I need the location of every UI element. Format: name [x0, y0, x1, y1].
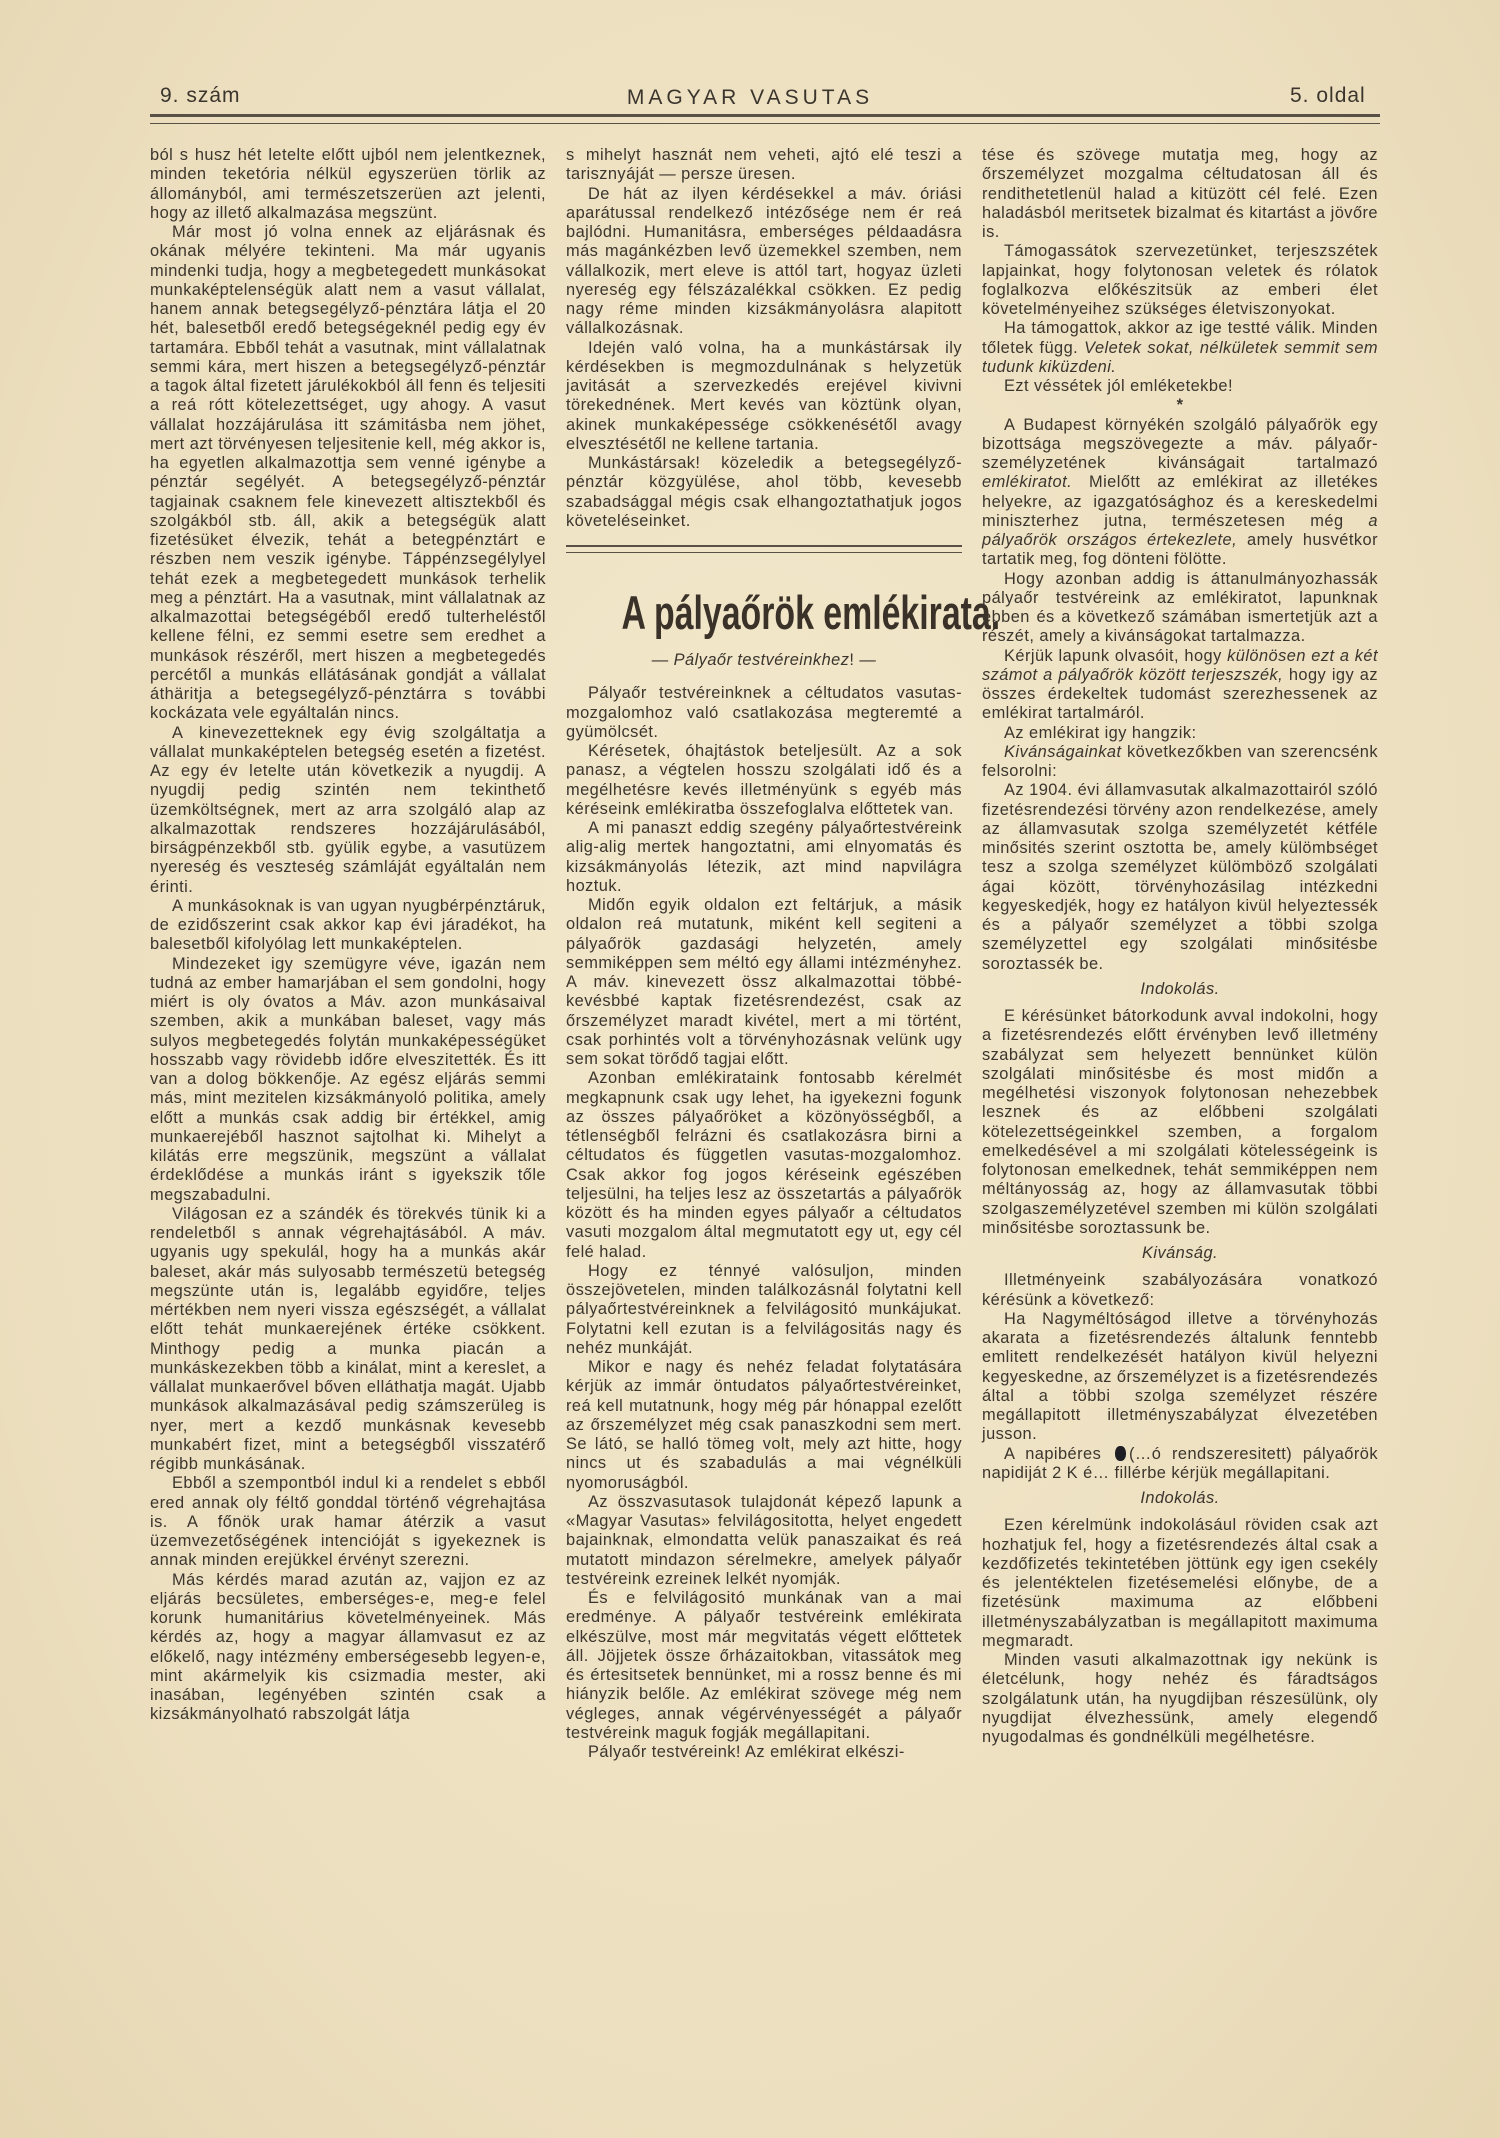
text: És e felvilágositó munkának van a mai eredménye. A pályaőr testvéreink emlékirata elkészülve, most már megvitatás végett előttetek áll. Jöjjetek össze őrházaitokban, vitassátok meg és értesitsetek bennünket, mi a rossz benne és mi hiányzik belőle. Az emlékirat szövege még nem végleges, annak végérvényességét a pályaőr testvéreink maguk fogják megállapitani. [566, 1589, 962, 1742]
text: E kérésünket bátorkodunk avval indokolni, hogy a fizetésrendezés előtt érvényben levő illetmény szabályzat sem helyezett bennünket külön szolgálati minősitésbe és most midőn a megélhetési viszonyok folytonosan nehezebbek lesznek és az előbbeni szolgálati kötelezettségeinkkel szemben, a forgalom emelkedésével a mi szolgálati kötelességeink is folytonosan emelkednek, tehát semmiképpen nem méltányosság az, hogy az államvasutak többi szolgaszemélyzetével szemben mi külön szolgálati minősitésbe soroztassunk be. [982, 1007, 1378, 1237]
paragraph [982, 416, 1378, 570]
paragraph [982, 1516, 1378, 1651]
section-asterisk [982, 396, 1378, 415]
paragraph [566, 454, 962, 531]
text: Mindezeket igy szemügyre véve, igazán nem tudná az ember hamarjában el sem gondolni, hogy miért is oly óvatos a Máv. azon munkásaival szemben, akik a munkában baleset, vagy más sulyos megbetegedés folytán munkaképességüket hosszabb vagy rövidebb időre elveszitették. És itt van a dolog bökkenője. Az egész eljárás semmi más, mint mezitelen kizsákmányoló politika, amely előtt a munkás csak addig bir értékkel, amig munkaerejéből hasznot sajtolhat ki. Mihelyt a kilátás erre megszünik, megszünt a vállalat érdeklődése a munkás iránt s igyekszik tőle megszabadulni. [150, 954, 546, 1204]
text: Ezt véssétek jól emléketekbe! [1004, 377, 1233, 395]
paragraph [982, 319, 1378, 377]
text: Azonban emlékirataink fontosabb kérelmét megkapnunk csak ugy lehet, ha igyekezni fogunk az összes pályaőröket a közönyösségből, a tétlenségből felrázni és csatlakozásra birni a céltudatos és független vasutas-mozgalomhoz. Csak akkor fog jogos kéréseink egészében teljesülni, ha teljes lesz az összetartás a pályaőrök között és ha minden egyes pályaőr a céltudatos vasuti mozgalom által megmutatott egy ut, egy cél felé halad. [566, 1069, 962, 1261]
italic-text: emlékiratot. [982, 473, 1073, 492]
paragraph [982, 1445, 1378, 1484]
section-heading [982, 980, 1378, 999]
column-1 [150, 146, 546, 1725]
article-title [621, 586, 1001, 639]
text: hogy igy az összes érdekeltek tudomást szerezhessenek az emlékirat tartalmáról. [982, 665, 1378, 723]
text: Más kérdés marad azután az, vajjon ez az eljárás becsületes, emberséges-e, meg-e felel korunk humanitárius követelményeinek. Más kérdés az, hogy a magyar államvasut ez az előkelő, nagy intézmény emberségesebb legyen-e, mint akármelyik kis csizmadia mester, aki inasában, legényében szintén csak a kizsákmányolható rabszolgát látja [150, 1570, 546, 1724]
paragraph [982, 570, 1378, 647]
paragraph [982, 781, 1378, 974]
text: Ezen kérelmünk indokolásául röviden csak azt hozhatjuk fel, hogy a fizetésrendezés által csak a kezdőfizetés tekintetében jöttünk egy igen csekély és jelentéktelen fizetésemelési előnybe, de a fizetésünk maximuma az előbbeni illetményszabályzatban is megállapitott maximuma megmaradt. [982, 1516, 1378, 1650]
section-divider [566, 545, 962, 553]
paragraph [566, 1743, 962, 1762]
paragraph [150, 1571, 546, 1725]
text: ! — [849, 651, 877, 669]
paragraph [566, 339, 962, 455]
ink-blot [1115, 1446, 1126, 1461]
column-2 [566, 146, 1001, 1762]
paragraph [982, 724, 1378, 743]
text: Pályaőr testvéreinknek a céltudatos vasutas-mozgalomhoz való csatlakozása megteremté a gyümölcsét. [566, 684, 962, 741]
header-rule [150, 114, 1380, 124]
continued-paragraph [982, 146, 1378, 242]
text: A munkásoknak is van ugyan nyugbérpénztáruk, de ezidőszerint csak akkor kap évi járadékot, ha balesetből kifolyólag lett munkaképtelen. [150, 896, 546, 954]
text: Midőn egyik oldalon ezt feltárjuk, a másik oldalon reá mutatunk, miként kell segiteni a pályaőrök gazdasági helyzetén, amely semmiképpen sem méltó egy állami intézményhez. A máv. kinevezett össz alkalmazottai többé-kevésbbé kaptak fizetésrendezést, csak az őrszemélyzet maradt kivétel, mert a mi történt, csak porhintés volt a törvényhozásnak velünk ugy sem sokat törődő tagjai előtt. [566, 896, 962, 1068]
text: A kinevezetteknek egy évig szolgáltatja a vállalat munkaképtelen betegség esetén a fizetést. Az egy év letelte után következik a nyugdij. A nyugdij pedig szintén nem tekinthető üzemköltségnek, mert az arra szolgáló alap az alkalmazottak rendszeres hozzájárulásából, birságpénzekből stb. gyülik egybe, a vasutüzem nyereség és veszteség számláját egyáltalán nem érinti. [150, 723, 546, 896]
text: amely husvétkor tartatik meg, fog dönteni fölötte. [982, 531, 1378, 569]
text: Kivánság. [1141, 1244, 1219, 1262]
text: Kérésetek, óhajtástok beteljesült. Az a sok panasz, a végtelen hosszu szolgálati idő és a megélhetésre kevés illetményünk s egyéb más kéréseink emlékiratba összefoglalva előttetek van. [566, 742, 962, 818]
paragraph [566, 1493, 962, 1589]
paragraph [566, 742, 962, 819]
text: De hát az ilyen kérdésekkel a máv. óriási aparátussal rendelkező intézősége nem ér reá bajlódni. Humanitásra, emberséges példaadásra más magánkézben levő üzemekkel szemben, nem vállalkozik, mert eleve is attól tart, hogyaz üzleti nyereség egy félszázalékkal csökken. Ez pedig nagy réme minden kizsákmányolásra alapitott vállalkozásnak. [566, 184, 962, 338]
text: Világosan ez a szándék és törekvés tünik ki a rendeletből s annak végrehajtásából. A máv. ugyanis ugy spekulál, hogy ha a munkás akár baleset, akár más sulyosabb természetü betegség megszünte után is, legalább egyidőre, teljes mértékben nem nyeri vissza egészségét, a vállalat előtt tehát munkaerejének értéke csökkent. Minthogy pedig a munka piacán a munkáskezekben több a kinálat, mint a kereslet, a vállalat munkaerővel bőven elláthatja magát. Ujabb munkások alkalmazásával pedig számszerüleg is nyer, mert a kezdő munkásnak kevesebb munkabért fizet, mint a betegségből visszatérő régibb munkásának. [150, 1204, 546, 1473]
paragraph [982, 1310, 1378, 1445]
text: A napibéres (…ó rendszeresitett) pályaőrök napidiját 2 K é… fillérbe kérjük megállapitani. [982, 1444, 1378, 1482]
paragraph [566, 684, 962, 742]
text: Idején való volna, ha a munkástársak ily kérdésekben is megmozdulnának s helyzetük javitását a szervezkedés erejével kivivni törekednének. Mert kevés van köztünk olyan, akinek munkaképessége csökkenésétől avagy elvesztésétől ne kellene tartania. [566, 338, 962, 453]
paragraph [566, 1589, 962, 1743]
text: Mielőtt az emlékirat az illetékes helyekre, az igazgatósághoz és a kereskedelmi miniszterhez jutna, természetesen még [982, 473, 1378, 530]
masthead: MAGYAR VASUTAS [626, 86, 874, 109]
text: Ha támogattok, akkor az ige testté válik. Minden tőletek függ. [982, 319, 1378, 357]
text: Illetményeink szabályozására vonatkozó kérésünk a következő: [982, 1271, 1378, 1309]
paragraph [566, 185, 962, 339]
article-subtitle [566, 651, 962, 670]
text: Indokolás. [1140, 979, 1220, 998]
text: A mi panaszt eddig szegény pályaőrtestvéreink alig-alig mertek hangoztatni, ami elnyomatás és kizsákmányolás létezik, azt mind napvilágra hoztuk. [566, 819, 962, 895]
text: Ha Nagyméltóságod illetve a törvényhozás akarata a fizetésrendezés általunk fenntebb emlitett rendelkezését hatályon kivül helyezni kegyeskedne, az őrszemélyzet is a fizetésrendezés által a többi szolga személyzet részére megállapitott illetményszabályzat élvezetében jusson. [982, 1309, 1378, 1444]
paragraph [566, 1358, 962, 1493]
paragraph [982, 743, 1378, 782]
text: Mikor e nagy és nehéz feladat folytatására kérjük az immár öntudatos pályaőrtestvéreinket, reá kell mutatnunk, hogy még pár hónappal ezelőtt az őrszemélyzet még csak panaszkodni sem mert. Se látó, se halló tömeg volt, mely azt hitte, hogy nincs ut és szabadulás a mai végnélküli nyomoruságból. [566, 1358, 962, 1492]
column-3 [982, 146, 1378, 1747]
text: Kérjük lapunk olvasóit, hogy [1004, 646, 1228, 665]
paragraph [982, 1007, 1378, 1238]
text: ból s husz hét letelte előtt ujból nem jelentkeznek, minden teketória nélkül egyszerüen törlik az állományból, ami természetszerüen azt jelenti, hogy az illető alkalmazása megszünt. [150, 146, 546, 222]
section-heading [982, 1244, 1378, 1263]
continued-paragraph [150, 146, 546, 223]
paragraph [150, 223, 546, 724]
text: — [651, 651, 674, 669]
paragraph [982, 1271, 1378, 1310]
italic-text: Pályaőr testvéreinkhez [673, 651, 850, 669]
issue-number: 9. szám [160, 84, 241, 107]
italic-text: a pályaőrök országos értekezlete, [982, 511, 1378, 549]
text: Az összvasutasok tulajdonát képező lapunk a «Magyar Vasutas» felvilágositotta, helyet engedett bajainknak, elmondatta velük panaszaikat és reá mutatott mindazon sérelmekre, amelyek pályaőr testvéreink ezreinek lelkét nyomják. [566, 1492, 962, 1588]
text: tése és szövege mutatja meg, hogy az őrszemélyzet mozgalma céltudatosan áll és rendithetetlenül halad a kitüzött cél felé. Ezen haladásból meritsetek bizalmat és kitartást a jövőre is. [982, 146, 1378, 241]
text: Ebből a szempontból indul ki a rendelet s ebből ered annak oly féltő gonddal történő végrehajtása is. A főnök urak hamar átérzik a vasut üzemvezetőségének intencióját s igyekeznek is annak minden erejükkel érvényt szerezni. [150, 1474, 546, 1570]
page-number: 5. oldal [1290, 84, 1366, 107]
paragraph [982, 647, 1378, 724]
italic-text: Veletek sokat, nélkületek semmit sem tudunk kiküzdeni. [982, 338, 1378, 376]
text: Indokolás. [1140, 1489, 1220, 1507]
paragraph [150, 897, 546, 955]
text: A Budapest környékén szolgáló pályaőrök egy bizottsága megszövegezte a máv. pályaőr-személyzetének kivánságait tartalmazó [982, 415, 1378, 472]
paragraph [982, 1651, 1378, 1747]
paragraph [982, 242, 1378, 319]
paragraph [566, 896, 962, 1069]
text: Hogy azonban addig is áttanulmányozhassák pályaőr testvéreink az emlékiratot, lapunknak ebben és a következő számában ismertetjük azt a részét, amely a kivánságokat tartalmazza. [982, 569, 1378, 646]
text: Minden vasuti alkalmazottnak igy nekünk is életcélunk, hogy nehéz és fáradtságos szolgálatunk után, ha nyugdijban részesülünk, oly nyugdijat élvezhessünk, amely elegendő nyugodalmas és gondnélküli megélhetésre. [982, 1651, 1378, 1746]
text: következőkben van szerencsénk felsorolni: [982, 742, 1378, 780]
text: Az 1904. évi államvasutak alkalmazottairól szóló fizetésrendezési törvény azon rendelkezése, amely az államvasutak szolga személyzetét kétféle minősités szerint osztotta be, amely külömbséget tesz a szolga személyzet külömböző szolgálati ágai között, törvényhozásilag intézkedni kegyeskedjék, hogy ez hatályon kivül helyeztessék és a pályaőr személyzet a többi szolga személyzettel egy szolgálati minősitésbe soroztassék be. [982, 781, 1378, 973]
text: Már most jó volna ennek az eljárásnak és okának mélyére tekinteni. Ma már ugyanis mindenki tudja, hogy a megbetegedett munkásokat munkaképtelenségük alatt nem a vasut vállalat, hanem annak betegsegélyző-pénztára látja el 20 hét, balesetből eredő betegségeknél pedig egy év tartamára. Ebből tehát a vasutnak, mint vállalatnak semmi kára, mert hiszen a betegsegélyző-pénztár a tagok által fizetett járulékokból áll fenn és teljesiti a reá rótt kötelezettséget, ugy ahogy. A vasut vállalat hozzájárulása itt számitásba nem jöhet, mert azt törvényesen teljesitenie kell, még akkor is, ha egyetlen alkalmazottja sem venné igénybe a pénztár segélyét. A betegsegélyző-pénztár tagjainak csaknem fele kinevezett altisztekből és szolgákból stb. áll, akik a betegségük alatt fizetésüket élvezik, tehát a betegpénztárt e részben nem veszik igénybe. Táppénzsegélylyel tehát ezek a megbetegedett munkások terhelik meg a pénztárt. Ha a vasutnak, mint vállalatnak az alkalmazottai betegségéből eredő tulterheléstől kellene félni, ez semmi esetre sem eredhet a munkások részéről, mert hiszen a megbetegedés percétől a munkás ellátásának gondját a vállalat áthäritja a betegsegélyző-pénztárra s további kockázata vele egyáltalán nincs. [150, 223, 546, 723]
italic-text: Kivánságainkat [1004, 742, 1122, 761]
text: Támogassátok szervezetünket, terjeszszétek lapjainkat, hogy folytonosan veletek és rólatok foglalkozva előkészitsük az emberi élet követelményeihez szükséges életviszonyokat. [982, 242, 1378, 318]
paragraph [150, 955, 546, 1205]
paragraph [982, 377, 1378, 396]
paragraph [150, 1474, 546, 1570]
text: A pályaőrök emlékirata. [621, 586, 1001, 639]
text: * [1176, 396, 1184, 415]
paragraph [566, 1262, 962, 1358]
section-heading [982, 1489, 1378, 1508]
text: Munkástársak! közeledik a betegsegélyző-pénztár közgyülése, ahol több, kevesebb szabadsággal mégis csak elhangoztathatjuk jogos követeléseinket. [566, 454, 962, 530]
continued-paragraph [566, 146, 962, 185]
paragraph [566, 1069, 962, 1262]
paragraph [150, 724, 546, 897]
italic-text: különösen ezt a két számot a pályaőrök között terjeszszék, [982, 646, 1378, 684]
text: Pályaőr testvéreink! Az emlékirat elkészi- [588, 1743, 905, 1761]
text: Az emlékirat igy hangzik: [1004, 723, 1197, 742]
text: s mihelyt hasznát nem veheti, ajtó elé teszi a tarisznyáját — persze üresen. [566, 146, 962, 184]
paragraph [566, 819, 962, 896]
text: Hogy ez ténnyé valósuljon, minden összejövetelen, minden találkozásnál folytatni kell pályaőrtestvéreinknek a felvilágositó munkájukat. Folytatni kell ezutan is a felvilágositás nagy és nehéz munkáját. [566, 1261, 962, 1357]
paragraph [150, 1205, 546, 1475]
